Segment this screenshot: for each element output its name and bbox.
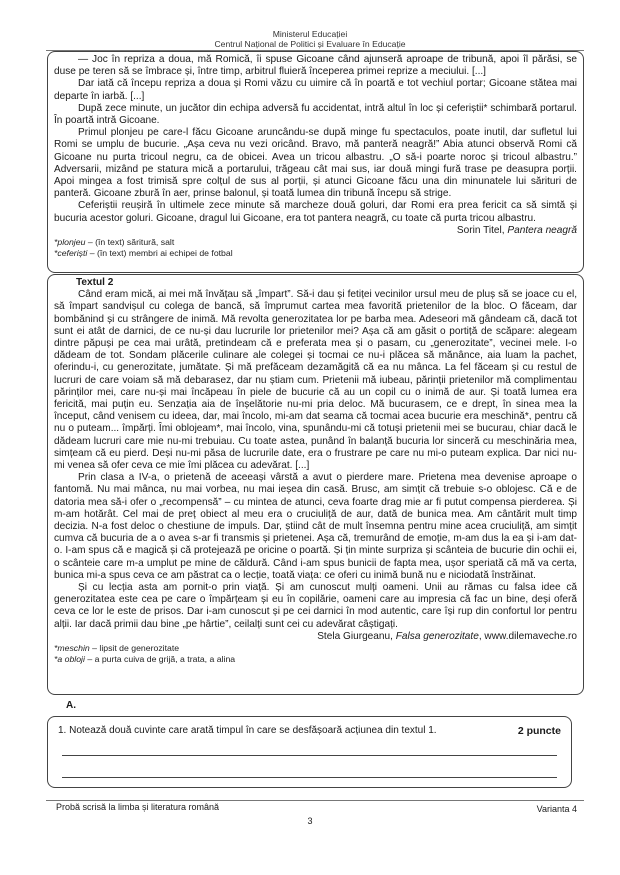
footnote-term: *meschin bbox=[54, 643, 90, 654]
question-points: 2 puncte bbox=[517, 725, 561, 737]
header-center: Centrul Național de Politici și Evaluare în Educație bbox=[214, 39, 406, 49]
answer-line[interactable] bbox=[62, 777, 557, 778]
text1-author: Sorin Titel, bbox=[456, 224, 505, 236]
text1-work: Pantera neagră bbox=[507, 224, 577, 236]
footnote-term: *ceferiști bbox=[54, 248, 88, 259]
text2-box bbox=[47, 274, 584, 695]
text1-paragraph: Primul plonjeu pe care-l făcu Gicoane aruncându-se după minge fu spectaculos, poate inutil, dar sufletul lui Romi se umplu de bucurie. „Așa ceva nu vezi oricând. Bravo, mă panteră neagră!” Abia atunci observă Romi că Gicoane nu purta tricoul negru, ca de obicei. Avea un tricou albastru. „O să-i poarte noroc și tricoul albastru.” Adversarii, mizând pe statura mică a portarului, trăgeau cât mai sus, iar două mingi fură trase pe deasupra porții. Apoi mingea a fost trimisă spre colțul de sus al porții, și atunci Gicoane făcu una din minunatele lui sărituri de panteră. Gicoane zbură în aer, prinse balonul, și toată lumea din tribună începu să strige. bbox=[54, 127, 577, 200]
footnote bbox=[54, 654, 577, 665]
footnote-term: *plonjeu bbox=[54, 237, 86, 248]
question-box bbox=[47, 716, 572, 788]
question-text: 1. Notează două cuvinte care arată timpul în care se desfășoară acțiunea din textul 1. bbox=[58, 725, 437, 736]
text1-paragraph: Dar iată că începu repriza a doua și Romi văzu cu uimire că în poartă e tot vechiul portar; Gicoane stătea mai departe în iarbă. [...] bbox=[54, 78, 577, 102]
footnote bbox=[54, 237, 577, 248]
text2-work: Falsa generozitate bbox=[395, 630, 479, 642]
text2-source: , www.dilemaveche.ro bbox=[478, 630, 577, 642]
footnote-definition: – (în text) membri ai echipei de fotbal bbox=[87, 248, 233, 259]
question-row bbox=[58, 725, 561, 737]
footnote-definition: – lipsit de generozitate bbox=[89, 643, 180, 654]
text1-box bbox=[47, 51, 584, 273]
section-label: A. bbox=[66, 700, 76, 711]
footnote-definition: – a purta cuiva de grijă, a trata, a alina bbox=[84, 654, 236, 665]
text1-paragraph: Ceferiștii reușiră în ultimele zece minute să marcheze două goluri, dar Romi era prea fericit ca să simtă și bucuria acestor goluri. Gicoane, dragul lui Gicoane, era tot pantera neagră, cu toate că purta tricou albastru. bbox=[54, 200, 577, 224]
text2-author: Stela Giurgeanu, bbox=[317, 630, 393, 642]
text2-signature bbox=[54, 631, 577, 643]
footer-variant: Varianta 4 bbox=[536, 804, 577, 814]
footnote-definition: – (în text) săritură, salt bbox=[85, 237, 175, 248]
text2-paragraph: Prin clasa a IV-a, o prietenă de aceeași vârstă a avut o pierdere mare. Prietena mea devenise aproape o fantomă. Nu mai mânca, nu mai vorbea, nu mai ieșea din casă. Brusc, am simțit că trebuie s-o oblojesc. Că e de datoria mea să-i ofer o „recompensă” – cu mintea de atunci, ceva foarte drag mie ar fi putut compensa pierderea. Și m-am hotărât. Cel mai de preț obiect al meu era o cruciuliță de aur, dată de bunica mea. Am cântărit mult timp decizia. N-a fost deloc o chestiune de impuls. Dar, știind cât de mult însemna pentru mine acea cruciuliță, am simțit cumva că bucuria de a o avea s-ar fi transmis și prietenei. Așa că, tremurând de emoție, m-am dus la ea și i-am dat-o. I-am spus că e magică și că protejează pe oricine o poartă. Și țin minte surpriza și scânteia de bucurie din ochii ei, o scânteie care m-a umplut pe mine de căldură. Când i-am spus bunicii de fapta mea, ușor speriată că mă va certa, bunica mi-a spus ceva ce am păstrat ca o lecție, toată viața: ce oferi cu inimă bună nu e niciodată înstrăinat. bbox=[54, 472, 577, 581]
footnote bbox=[54, 643, 577, 654]
footer-exam-title: Probă scrisă la limba și literatura română bbox=[56, 802, 220, 812]
text1-signature bbox=[54, 225, 577, 237]
text1-paragraph: După zece minute, un jucător din echipa adversă fu accidentat, intră altul în loc și ceferiștii* schimbară portarul. În poartă intră Gicoane. bbox=[54, 102, 577, 127]
text1-paragraph: — Joc în repriza a doua, mă Romică, îi spuse Gicoane când ajunseră aproape de tribună, apoi îl părăsi, se duse pe teren să se îmbrace și, între timp, arbitrul fluieră începerea primei reprize a meciului. [...] bbox=[54, 54, 577, 78]
header-ministry: Ministerul Educației bbox=[272, 29, 348, 39]
text2-title: Textul 2 bbox=[76, 277, 114, 288]
answer-line[interactable] bbox=[62, 755, 557, 756]
text2-paragraph: Când eram mică, ai mei mă învățau să „împart”. Să-i dau și fetiței vecinilor ursul meu de pluș să se joace cu el, să împart sandvișul cu colega de bancă, să împrumut cartea mea favorită prietenilor de la bloc. O făceam, dar bombănind și cu strângere de inimă. Mă revolta generozitatea lor pe barba mea. Adeseori mă gândeam că, dacă tot sunt ei atât de darnici, de ce nu-și dau lucrurile lor prietenilor mei? Așa că am găsit o portiță de scăpare: alegeam dintre păpuși pe cea mai urâtă, pretindeam că e preferata mea și o pasam, cu „generozitate”, vecinei mele. I-o dădeam de tot. Sondam plăcerile culinare ale colegei și tocmai ce nu-i plăcea să mănânce, aia luam la pachet, oferindu-i, cu generozitate, jumătate. Și mă prefăceam dezamăgită că ea nu mânca. La fel făceam și cu restul de lucruri de care voiam să mă debarasez, dar nu știam cum. Prietenii mă iubeau, părinții prietenilor mă complimentau părinților mei, care nu-și mai încăpeau în piele de bucurie că au un copil cu o inimă de aur. Și toată lumea era fericită, mai puțin eu. Senzația aia de înșelătorie nu-mi pria deloc. Mă bucurasem, ce e drept, în sinea mea la început, când venisem cu ideea, dar, mai încolo, mi-am dat seama că tocmai acea bucurie era meschină*, pentru că nu o puteam... împărți. Îmi oblojeam*, mai încolo, vina, spunându-mi că totuși prietenii mei se bucurau, chiar dacă le dădeam lucruri care mie nu-mi trebuiau. Cu toate astea, punând în balanță bucuria lor sinceră cu meschinăria mea, simțeam că eu pierd. Deși nu-mi păsa de lucrurile date, era o frustrare pe care nu mi-o puteam explica. Dar nici nu-mi venea să ofer ceva ce mie îmi plăcea cu adevărat. [...] bbox=[54, 289, 577, 472]
footnote-term: *a obloji bbox=[54, 654, 85, 665]
footnote bbox=[54, 248, 577, 259]
text2-paragraph: Și cu lecția asta am pornit-o prin viață. Și am cunoscut mulți oameni. Unii au rămas cu falsa idee că generozitatea este cea pe care o împărțeam și eu în copilărie, oameni care au impresia că fac un bine, deși oferă ceva ce lor le este de prisos. Dar i-am cunoscut și pe cei darnici în mod autentic, care își rup din confortul lor pentru alții. Iar dacă primii dau bine „pe hârtie”, ceilalți sunt cei cu adevărat câștigați. bbox=[54, 582, 577, 630]
footer-divider bbox=[46, 800, 584, 801]
page-number: 3 bbox=[307, 816, 313, 826]
